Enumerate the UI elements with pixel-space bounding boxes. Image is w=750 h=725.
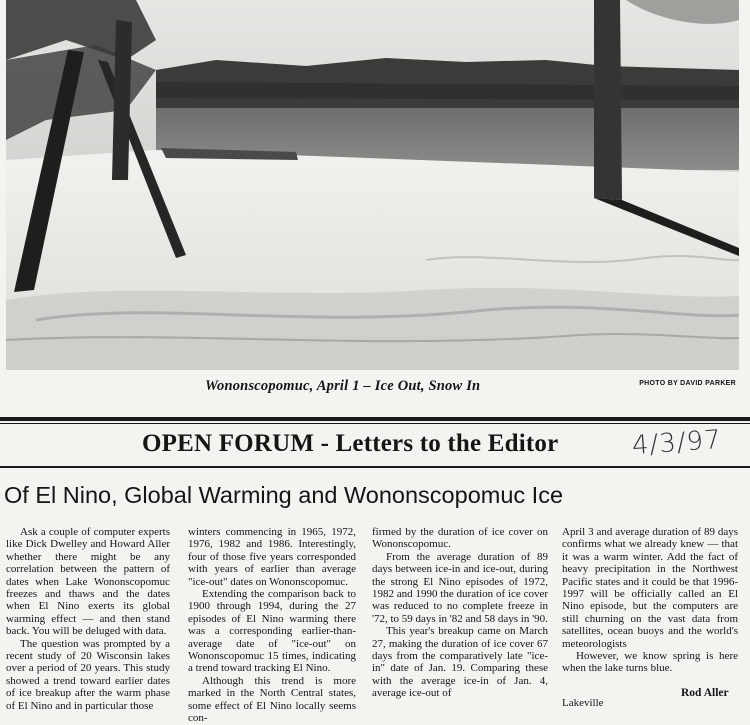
paragraph: This year's breakup came on March 27, making the duration of ice cover 67 days from the comparatively late "ice-in" date of Jan. 19. Comparing these with the average ice-in of Jan. 4, average ice-out of — [372, 625, 548, 700]
photo-credit: PHOTO BY DAVID PARKER — [639, 380, 736, 387]
paragraph: The question was prompted by a recent study of 20 Wisconsin lakes over a period of 20 years. This study showed a trend toward earlier dates of ice breakup after the warm phase of El Nino and in particular those — [6, 637, 170, 712]
paragraph: Although this trend is more marked in the North Central states, some effect of El Nino locally seems con- — [188, 674, 356, 725]
article-column-4 — [562, 526, 738, 675]
paragraph: From the average duration of 89 days between ice-in and ice-out, during the strong El Nino episodes of 1972, 1982 and 1990 the duration of ice cover was reduced to no complete freeze in '72, to 59 days in '82 and 58 days in '90. — [372, 550, 548, 625]
paragraph: However, we know spring is here when the lake turns blue. — [562, 650, 738, 675]
author-location: Lakeville — [562, 697, 604, 709]
paragraph: Ask a couple of computer experts like Dick Dwelley and Howard Aller whether there might be any correlation between the pattern of dates when Lake Wononscopomuc freezes and thaws and the dates when El Nino exerts its global warming effect — and then stand back. You will be deluged with data. — [6, 526, 170, 638]
section-title: OPEN FORUM - Letters to the Editor — [142, 430, 559, 457]
section-rule-top-thin — [0, 423, 750, 424]
photo-caption-row — [0, 378, 750, 396]
paragraph: firmed by the duration of ice cover on Wononscopomuc. — [372, 526, 548, 551]
author-signature: Rod Aller — [681, 687, 729, 699]
handwritten-date: 4/3/97 — [631, 424, 723, 462]
paragraph: Extending the comparison back to 1900 through 1994, during the 27 episodes of El Nino warming there was a corresponding earlier-than-average date of "ice-out" on Wononscopomuc 15 times, indicating a trend toward tracking El Nino. — [188, 588, 356, 675]
photo-caption: Wononscopomuc, April 1 – Ice Out, Snow In — [205, 378, 481, 394]
article-column-2 — [188, 526, 356, 725]
article-headline: Of El Nino, Global Warming and Wononscopomuc Ice — [4, 482, 564, 508]
article-column-1 — [6, 526, 170, 712]
paragraph: April 3 and average duration of 89 days confirms what we already knew — that it was a warm winter. Add the fact of heavy precipitation in the Northwest Pacific states and it could be that 1996-1997 will be officially called an El Nino episode, but the computers are still churning on the vast data from satellites, ocean buoys and the world's meteorologists — [562, 526, 738, 650]
winter-lake-scene — [6, 0, 739, 370]
lake-photo — [6, 0, 739, 370]
section-rule-bottom — [0, 466, 750, 468]
paragraph: winters commencing in 1965, 1972, 1976, 1982 and 1986. Interestingly, four of those five years corresponded with years of earlier than average "ice-out" dates on Wononscopomuc. — [188, 526, 356, 588]
article-column-3 — [372, 526, 548, 700]
section-rule-top — [0, 417, 750, 421]
